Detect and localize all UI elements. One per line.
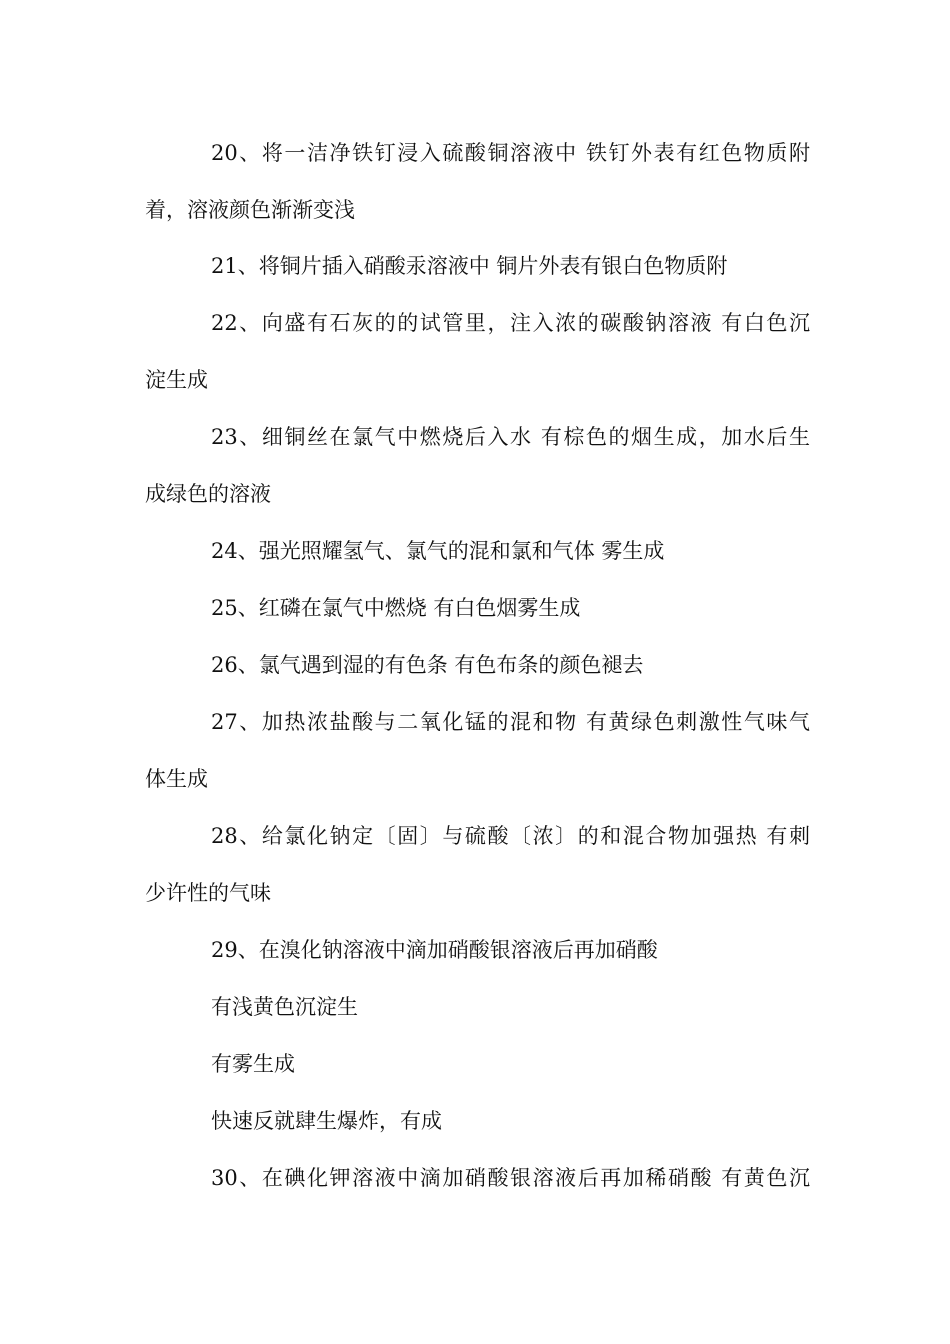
text-line: 有浅黄色沉淀生 xyxy=(211,995,358,1019)
text-line: 29、在溴化钠溶液中滴加硝酸银溶液后再加硝酸 xyxy=(211,938,658,962)
text-line: 着，溶液颜色渐渐变浅 xyxy=(145,198,355,222)
text-line: 30、在碘化钾溶液中滴加硝酸银溶液后再加稀硝酸 有黄色沉 xyxy=(211,1166,810,1190)
text-line: 24、强光照耀氢气、氯气的混和氯和气体 雾生成 xyxy=(211,539,665,563)
text-line: 28、给氯化钠定〔固〕与硫酸〔浓〕的和混合物加强热 有刺 xyxy=(211,824,810,848)
text-line: 23、细铜丝在氯气中燃烧后入水 有棕色的烟生成，加水后生 xyxy=(211,425,810,449)
text-line: 成绿色的溶液 xyxy=(145,482,271,506)
text-line: 25、红磷在氯气中燃烧 有白色烟雾生成 xyxy=(211,596,581,620)
text-line: 26、氯气遇到湿的有色条 有色布条的颜色褪去 xyxy=(211,653,644,677)
text-line: 21、将铜片插入硝酸汞溶液中 铜片外表有银白色物质附 xyxy=(211,254,728,278)
text-line: 20、将一洁净铁钉浸入硫酸铜溶液中 铁钉外表有红色物质附 xyxy=(211,141,810,165)
text-line: 27、加热浓盐酸与二氧化锰的混和物 有黄绿色刺激性气味气 xyxy=(211,710,810,734)
text-line: 有雾生成 xyxy=(211,1052,295,1076)
text-line: 少许性的气味 xyxy=(145,881,271,905)
text-line: 体生成 xyxy=(145,767,208,791)
text-line: 快速反就肆生爆炸，有成 xyxy=(211,1109,442,1133)
text-line: 22、向盛有石灰的的试管里，注入浓的碳酸钠溶液 有白色沉 xyxy=(211,311,810,335)
text-line: 淀生成 xyxy=(145,368,208,392)
